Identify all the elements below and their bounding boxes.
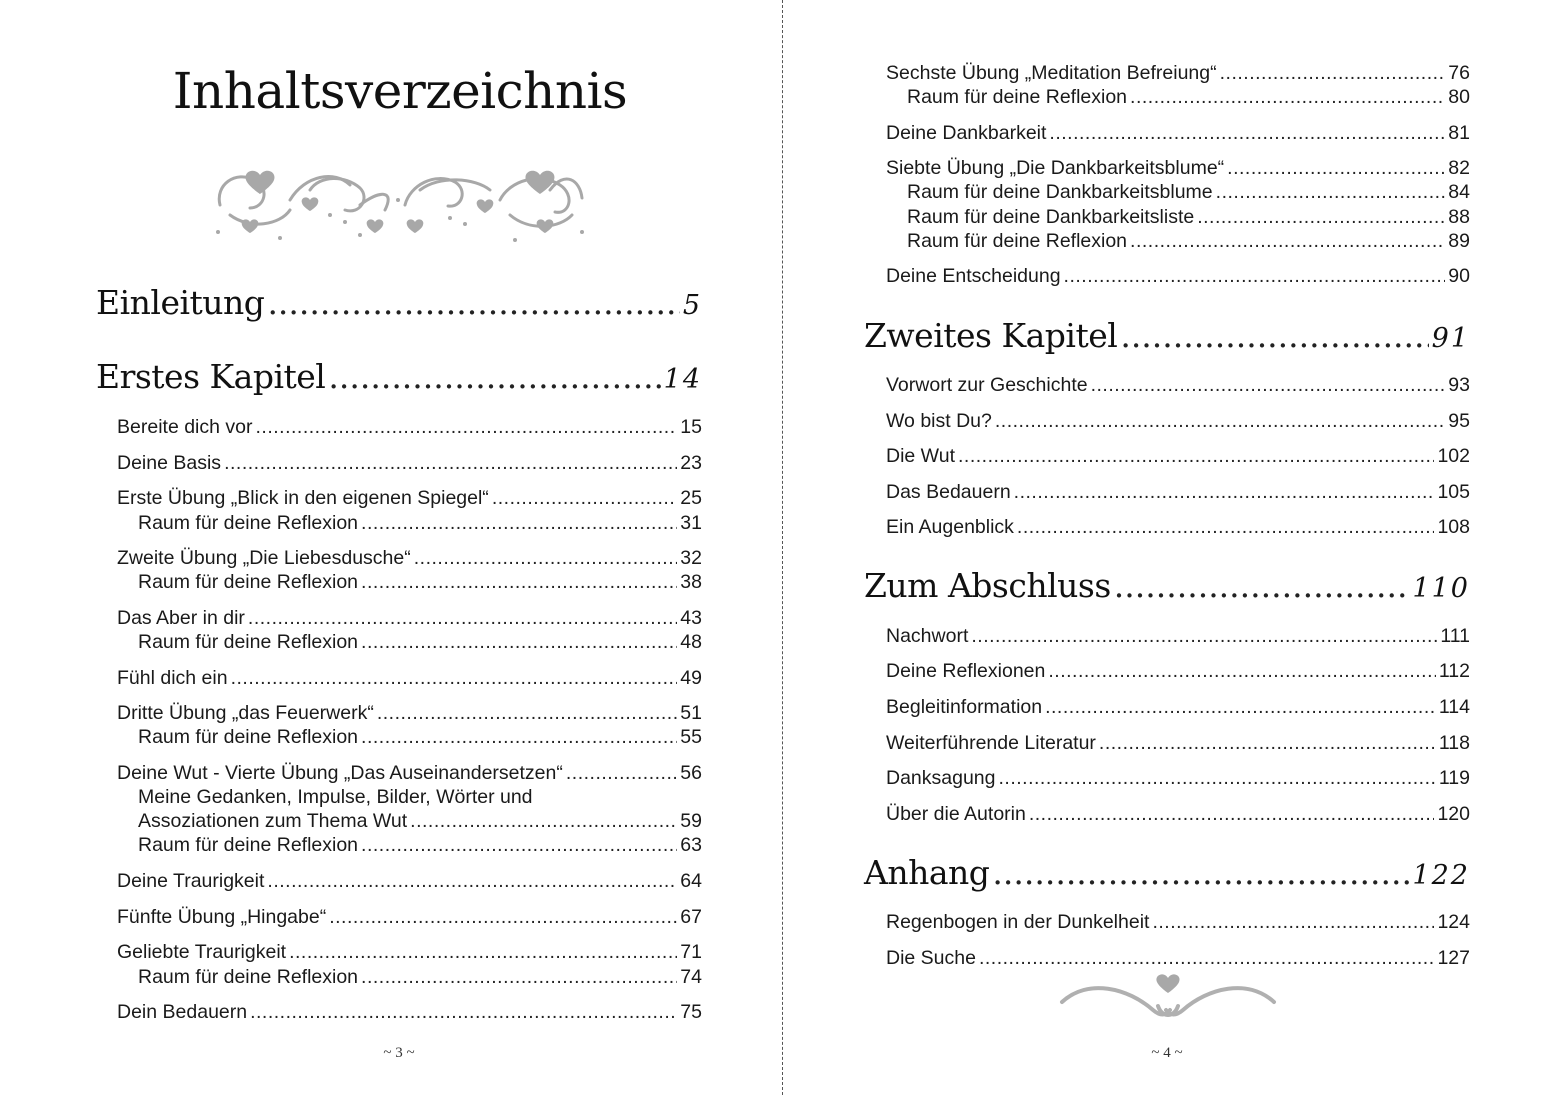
leader-dots: [1014, 481, 1435, 504]
toc-entry-label: Über die Autorin: [886, 803, 1026, 825]
toc-entry-page: 51: [680, 702, 702, 724]
toc-entry-page: 48: [680, 631, 702, 653]
leader-dots: [992, 853, 1409, 892]
toc-entry-label: Deine Entscheidung: [886, 265, 1061, 287]
toc-entry-page: 118: [1438, 732, 1470, 754]
leader-dots: [1064, 265, 1446, 288]
toc-entry-label: Zweite Übung „Die Liebesdusche“: [117, 547, 411, 569]
toc-entry[interactable]: [886, 732, 1470, 755]
leader-dots: [566, 762, 677, 785]
leader-dots: [958, 445, 1434, 468]
toc-entry-page: 120: [1437, 803, 1470, 825]
toc-entry-label: Raum für deine Dankbarkeitsblume: [907, 181, 1213, 203]
toc-entry[interactable]: [117, 1001, 702, 1024]
leader-dots: [414, 547, 678, 570]
toc-entry-label: Raum für deine Reflexion: [907, 230, 1128, 252]
toc-chapter-anhang[interactable]: [864, 853, 1470, 892]
toc-entry-label: Raum für deine Reflexion: [138, 571, 359, 593]
toc-entry[interactable]: [907, 230, 1470, 253]
leader-dots: [361, 966, 677, 989]
leader-dots: [1227, 157, 1445, 180]
toc-entry-label: Dritte Übung „das Feuerwerk“: [117, 702, 374, 724]
toc-entry[interactable]: [138, 810, 702, 833]
toc-entry-page: 124: [1437, 911, 1470, 933]
leader-dots: [1197, 206, 1445, 229]
toc-entry[interactable]: [886, 696, 1470, 719]
toc-entry-label: Dein Bedauern: [117, 1001, 248, 1023]
toc-entry[interactable]: [886, 947, 1470, 970]
toc-entry-page: 105: [1437, 481, 1470, 503]
toc-entry-page: 119: [1438, 767, 1470, 789]
toc-entry[interactable]: [117, 452, 702, 475]
toc-entry-label: Deine Dankbarkeit: [886, 122, 1047, 144]
toc-entry-label: Vorwort zur Geschichte: [886, 374, 1088, 396]
toc-entry[interactable]: [117, 870, 702, 893]
toc-entry[interactable]: [117, 906, 702, 929]
leader-dots: [267, 283, 679, 322]
leader-dots: [410, 810, 677, 833]
toc-entry-page: 76: [1448, 62, 1470, 84]
toc-entry-page: 71: [680, 941, 702, 963]
toc-entry-label: Assoziationen zum Thema Wut: [138, 810, 408, 832]
toc-entry-page: 67: [680, 906, 702, 928]
toc-chapter-page: 122: [1412, 860, 1470, 891]
leader-dots: [971, 625, 1437, 648]
leader-dots: [267, 870, 677, 893]
toc-entry[interactable]: [886, 660, 1470, 683]
toc-entry[interactable]: [886, 625, 1470, 648]
leader-dots: [1099, 732, 1436, 755]
toc-entry[interactable]: [138, 571, 702, 594]
toc-entry[interactable]: [907, 86, 1470, 109]
page-number: ~ 4 ~: [1151, 1045, 1183, 1061]
leader-dots: [995, 410, 1445, 433]
toc-entry[interactable]: [886, 481, 1470, 504]
toc-entry-label: Raum für deine Reflexion: [138, 631, 359, 653]
toc-entry[interactable]: [138, 726, 702, 749]
toc-entry[interactable]: [907, 181, 1470, 204]
toc-chapter-einleitung[interactable]: [96, 283, 702, 322]
toc-chapter-page: 110: [1412, 573, 1470, 604]
toc-entry-page: 81: [1448, 122, 1470, 144]
page-divider: [782, 0, 783, 1095]
toc-entry-page: 55: [680, 726, 702, 748]
toc-chapter-label: Zum Abschluss: [864, 566, 1111, 605]
toc-entry[interactable]: [886, 122, 1470, 145]
leader-dots: [255, 416, 677, 439]
toc-entry-page: 93: [1448, 374, 1470, 396]
toc-entry-page: 80: [1448, 86, 1470, 108]
toc-entry-label: Die Suche: [886, 947, 976, 969]
toc-entry-label: Geliebte Traurigkeit: [117, 941, 287, 963]
toc-entry[interactable]: [138, 966, 702, 989]
toc-entry-page: 90: [1448, 265, 1470, 287]
toc-entry-label: Ein Augenblick: [886, 516, 1014, 538]
toc-entry-label: Nachwort: [886, 625, 969, 647]
toc-chapter-label: Erstes Kapitel: [96, 357, 326, 396]
toc-entry-page: 114: [1438, 696, 1470, 718]
toc-entry[interactable]: [138, 512, 702, 535]
toc-entry-label: Raum für deine Reflexion: [138, 834, 359, 856]
page-title: Inhaltsverzeichnis: [172, 62, 628, 120]
toc-entry-page: 15: [680, 416, 702, 438]
toc-chapter-label: Anhang: [864, 853, 990, 892]
toc-entry-label: Danksagung: [886, 767, 996, 789]
toc-entry-label: Siebte Übung „Die Dankbarkeitsblume“: [886, 157, 1225, 179]
leader-dots: [1130, 86, 1445, 109]
toc-entry-label: Begleitinformation: [886, 696, 1043, 718]
toc-entry[interactable]: [117, 607, 702, 630]
toc-entry-page: 25: [680, 487, 702, 509]
toc-entry-label: Raum für deine Reflexion: [907, 86, 1128, 108]
toc-entry-label: Deine Wut - Vierte Übung „Das Auseinandersetzen“: [117, 762, 563, 784]
toc-chapter-page: 14: [663, 364, 702, 395]
leader-dots: [1045, 696, 1436, 719]
toc-chapter-page: 5: [682, 290, 702, 321]
toc-entry-page: 112: [1438, 660, 1470, 682]
toc-chapter-zweites-kapitel[interactable]: [864, 316, 1470, 355]
toc-entry-page: 89: [1448, 230, 1470, 252]
toc-entry-label: Das Aber in dir: [117, 607, 245, 629]
toc-entry-label: Sechste Übung „Meditation Befreiung“: [886, 62, 1217, 84]
toc-chapter-label: Einleitung: [96, 283, 265, 322]
leader-dots: [1091, 374, 1446, 397]
leader-dots: [377, 702, 677, 725]
toc-entry-label: Deine Traurigkeit: [117, 870, 265, 892]
page-number: ~ 3 ~: [383, 1045, 415, 1061]
leader-dots: [1048, 660, 1436, 683]
toc-entry-page: 108: [1437, 516, 1470, 538]
toc-entry[interactable]: [886, 62, 1470, 85]
toc-entry[interactable]: [117, 762, 702, 785]
toc-entry[interactable]: [886, 516, 1470, 539]
heart-swirl-ornament-icon: [210, 160, 590, 250]
toc-entry-page: 31: [680, 512, 702, 534]
leader-dots: [361, 571, 677, 594]
toc-entry-page: 43: [680, 607, 702, 629]
toc-entry[interactable]: [117, 487, 702, 510]
toc-entry-label: Raum für deine Dankbarkeitsliste: [907, 206, 1195, 228]
toc-entry[interactable]: [886, 803, 1470, 826]
toc-entry-page: 38: [680, 571, 702, 593]
leader-dots: [1220, 62, 1446, 85]
leader-dots: [1130, 230, 1445, 253]
leader-dots: [361, 834, 677, 857]
leader-dots: [361, 726, 677, 749]
toc-entry-page: 88: [1448, 206, 1470, 228]
leader-dots: [979, 947, 1434, 970]
toc-entry-page: 75: [680, 1001, 702, 1023]
toc-entry-page: 102: [1437, 445, 1470, 467]
toc-entry-label: Fühl dich ein: [117, 667, 228, 689]
toc-entry-label: Raum für deine Reflexion: [138, 966, 359, 988]
leader-dots: [1017, 516, 1435, 539]
toc-entry-page: 63: [680, 834, 702, 856]
leader-dots: [329, 906, 677, 929]
leader-dots: [1216, 181, 1446, 204]
toc-entry[interactable]: [907, 206, 1470, 229]
heart-ribbon-ornament-icon: [1058, 970, 1278, 1026]
leader-dots: [289, 941, 677, 964]
toc-chapter-erstes-kapitel[interactable]: [96, 357, 702, 396]
toc-entry[interactable]: [886, 767, 1470, 790]
toc-entry-page: 64: [680, 870, 702, 892]
toc-entry[interactable]: [886, 410, 1470, 433]
toc-entry[interactable]: [117, 547, 702, 570]
toc-entry-label: Deine Basis: [117, 452, 222, 474]
leader-dots: [1120, 316, 1428, 355]
leader-dots: [1152, 911, 1434, 934]
leader-dots: [328, 357, 660, 396]
toc-entry[interactable]: [138, 631, 702, 654]
toc-entry-label: Wo bist Du?: [886, 410, 992, 432]
toc-entry-page: 82: [1448, 157, 1470, 179]
toc-entry-page: 127: [1437, 947, 1470, 969]
toc-entry[interactable]: [886, 157, 1470, 180]
toc-entry-continuation: Meine Gedanken, Impulse, Bilder, Wörter und: [138, 786, 533, 808]
leader-dots: [250, 1001, 677, 1024]
toc-entry-page: 111: [1440, 625, 1470, 647]
leader-dots: [248, 607, 677, 630]
leader-dots: [231, 667, 678, 690]
toc-entry-label: Erste Übung „Blick in den eigenen Spiegel“: [117, 487, 489, 509]
toc-entry-page: 56: [680, 762, 702, 784]
toc-entry[interactable]: [117, 416, 702, 439]
leader-dots: [999, 767, 1436, 790]
toc-entry-page: 59: [680, 810, 702, 832]
toc-entry-label: Bereite dich vor: [117, 416, 253, 438]
toc-entry[interactable]: [886, 445, 1470, 468]
leader-dots: [1029, 803, 1435, 826]
toc-chapter-page: 91: [1431, 323, 1470, 354]
toc-entry-page: 49: [680, 667, 702, 689]
toc-entry-label: Weiterführende Literatur: [886, 732, 1096, 754]
toc-entry-label: Deine Reflexionen: [886, 660, 1046, 682]
toc-entry-page: 74: [680, 966, 702, 988]
toc-entry[interactable]: [117, 941, 702, 964]
toc-chapter-zum-abschluss[interactable]: [864, 566, 1470, 605]
leader-dots: [361, 512, 677, 535]
toc-entry-page: 23: [680, 452, 702, 474]
toc-entry-label: Raum für deine Reflexion: [138, 726, 359, 748]
toc-entry[interactable]: [138, 834, 702, 857]
toc-entry[interactable]: [117, 667, 702, 690]
leader-dots: [492, 487, 677, 510]
toc-entry-label: Die Wut: [886, 445, 955, 467]
leader-dots: [361, 631, 677, 654]
toc-chapter-label: Zweites Kapitel: [864, 316, 1118, 355]
toc-entry-label: Das Bedauern: [886, 481, 1011, 503]
leader-dots: [1114, 566, 1410, 605]
toc-entry[interactable]: [886, 374, 1470, 397]
toc-entry-page: 84: [1448, 181, 1470, 203]
leader-dots: [224, 452, 677, 475]
toc-entry[interactable]: [117, 702, 702, 725]
toc-entry[interactable]: [886, 265, 1470, 288]
toc-entry-label: Fünfte Übung „Hingabe“: [117, 906, 327, 928]
leader-dots: [1049, 122, 1445, 145]
toc-entry-page: 32: [680, 547, 702, 569]
toc-entry-label: Raum für deine Reflexion: [138, 512, 359, 534]
toc-entry-page: 95: [1448, 410, 1470, 432]
toc-entry[interactable]: [886, 911, 1470, 934]
toc-entry-label: Regenbogen in der Dunkelheit: [886, 911, 1150, 933]
